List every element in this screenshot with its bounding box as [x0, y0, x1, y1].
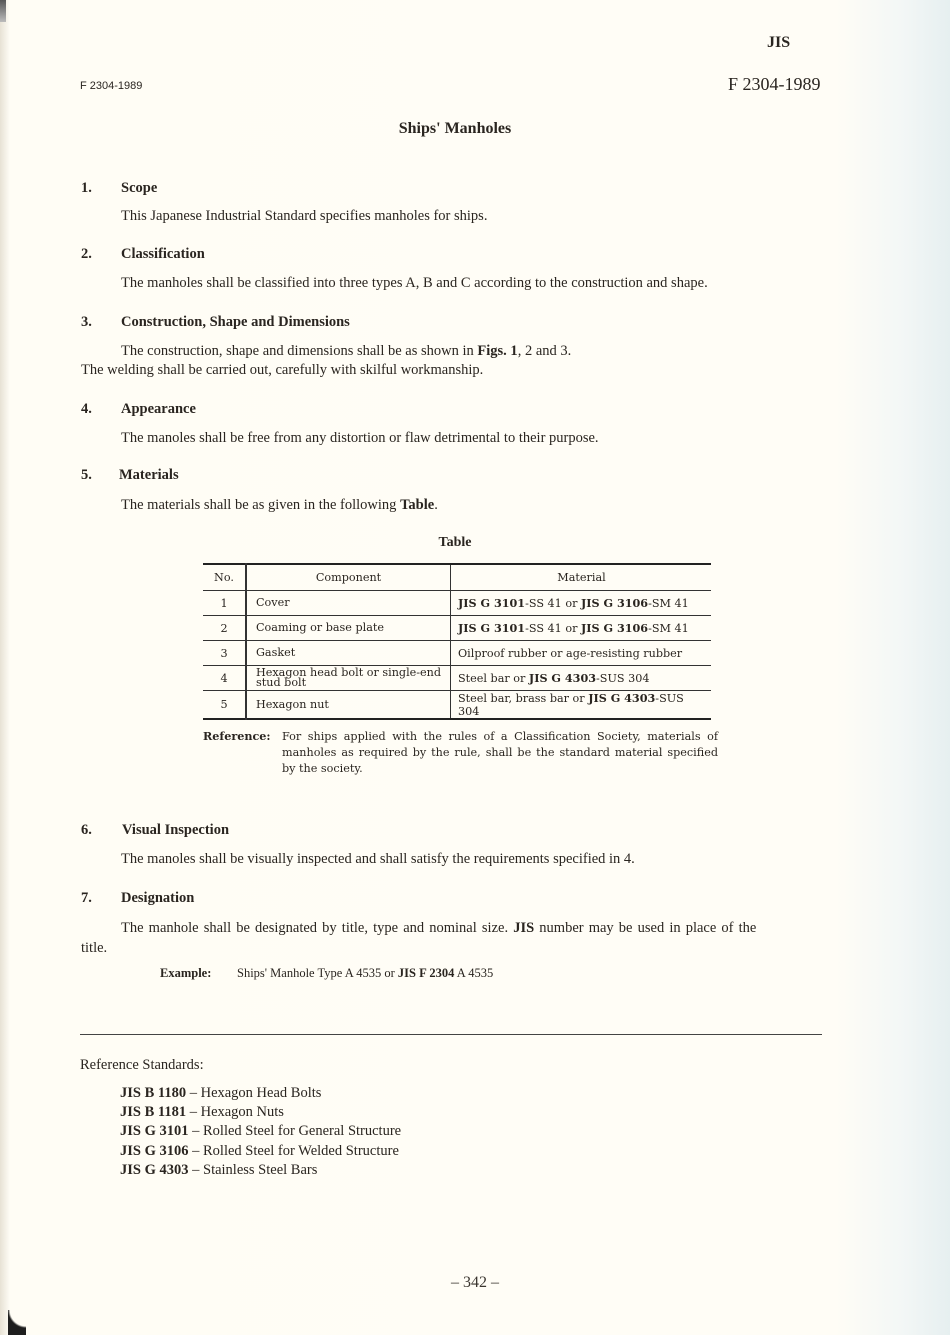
cell-component: Hexagon head bolt or single-end stud bolt	[246, 666, 451, 691]
column-header-no: No.	[203, 564, 246, 591]
section-5-number: 5.	[81, 467, 92, 483]
standard-name: Rolled Steel for Welded Structure	[203, 1142, 399, 1159]
cell-material	[451, 616, 712, 641]
section-7-number: 7.	[81, 890, 92, 906]
section-5-title: Materials	[119, 467, 179, 483]
table-header-row	[203, 564, 711, 591]
cell-no: 1	[203, 591, 246, 616]
section-3-text-line2: The welding shall be carried out, carefully with skilful workmanship.	[81, 362, 484, 378]
header-jis-label: JIS	[767, 34, 791, 51]
material-text-segment: JIS G 4303	[588, 691, 656, 705]
cell-material	[451, 641, 712, 666]
page-corner-bottom	[8, 1310, 26, 1335]
table-reference-label: Reference:	[203, 729, 271, 743]
section-4-text: The manoles shall be free from any distortion or flaw detrimental to their purpose.	[121, 430, 599, 446]
material-text-segment: Oilproof rubber or age-resisting rubber	[458, 646, 683, 660]
cell-component: Coaming or base plate	[246, 616, 451, 641]
material-text-segment: JIS G 3106	[581, 596, 649, 610]
header-standard-number-right: F 2304-1989	[728, 74, 821, 94]
document-title: Ships' Manholes	[398, 120, 512, 137]
list-item	[120, 1122, 401, 1141]
cell-no: 5	[203, 691, 246, 720]
section-6-text: The manoles shall be visually inspected and shall satisfy the requirements specified in 4.	[121, 851, 635, 867]
header-standard-number-left: F 2304-1989	[80, 80, 143, 92]
dash-separator: –	[188, 1161, 203, 1178]
section-2-text: The manholes shall be classified into three types A, B and C according to the construction and shape.	[121, 275, 708, 291]
dash-separator: –	[186, 1104, 201, 1121]
table-row	[203, 691, 711, 720]
material-text-segment: -SS 41 or	[525, 597, 581, 610]
standard-name: Hexagon Head Bolts	[200, 1085, 322, 1101]
section-3-text: The construction, shape and dimensions shall be as shown in Figs. 1, 2 and 3.	[121, 343, 572, 359]
section-7-text-line2: title.	[81, 940, 108, 956]
table-caption: Table	[438, 535, 472, 550]
material-text-segment: -SM 41	[648, 597, 689, 610]
page-corner-top	[0, 0, 6, 22]
section-6-number: 6.	[81, 822, 92, 838]
section-7-text: The manhole shall be designated by title, type and nominal size. JIS number may be used in place of the	[121, 920, 757, 936]
material-text-segment: -SUS 304	[596, 672, 650, 685]
section-3-number: 3.	[81, 314, 92, 330]
table-row	[203, 616, 711, 641]
material-text-segment: JIS G 3106	[581, 621, 649, 635]
dash-separator: –	[186, 1085, 201, 1101]
standard-code: JIS B 1180	[120, 1085, 187, 1101]
section-4-title: Appearance	[121, 401, 196, 417]
list-item	[120, 1142, 401, 1161]
section-1-title: Scope	[121, 180, 158, 196]
material-text-segment: -SM 41	[648, 622, 689, 635]
cell-material	[451, 666, 712, 691]
cell-no: 4	[203, 666, 246, 691]
materials-table	[203, 563, 711, 720]
table-row	[203, 641, 711, 666]
table-row	[203, 591, 711, 616]
section-3-title: Construction, Shape and Dimensions	[121, 314, 350, 330]
page-edge-shadow	[0, 0, 10, 1335]
cell-material	[451, 591, 712, 616]
list-item	[120, 1084, 401, 1103]
list-item	[120, 1103, 401, 1122]
material-text-segment: JIS G 3101	[458, 596, 526, 610]
cell-no: 2	[203, 616, 246, 641]
cell-component: Cover	[246, 591, 451, 616]
section-7-title: Designation	[121, 890, 195, 906]
standard-code: JIS G 3101	[120, 1123, 189, 1140]
page-number: – 342 –	[451, 1274, 499, 1291]
section-2-title: Classification	[121, 246, 205, 262]
dash-separator: –	[188, 1142, 203, 1159]
standard-name: Rolled Steel for General Structure	[203, 1123, 402, 1140]
section-1-number: 1.	[81, 180, 92, 196]
standard-code: JIS G 4303	[120, 1161, 189, 1178]
list-item	[120, 1161, 401, 1180]
table-row	[203, 666, 711, 691]
example-text: Ships' Manhole Type A 4535 or JIS F 2304 A 4535	[237, 966, 494, 980]
section-6-title: Visual Inspection	[122, 822, 230, 838]
footnote-divider	[80, 1034, 822, 1035]
material-text-segment: Steel bar, brass bar or	[458, 692, 589, 705]
column-header-material: Material	[451, 564, 712, 591]
section-2-number: 2.	[81, 246, 92, 262]
reference-standards-title: Reference Standards:	[80, 1057, 204, 1073]
material-text-segment: -SS 41 or	[525, 622, 581, 635]
example-label: Example:	[160, 966, 212, 980]
material-text-segment: -SUS 304	[458, 692, 684, 718]
cell-material	[451, 691, 712, 720]
material-text-segment: JIS G 4303	[528, 671, 597, 685]
section-4-number: 4.	[81, 401, 92, 417]
section-5-text: The materials shall be as given in the following Table.	[121, 497, 438, 513]
column-header-component: Component	[246, 564, 451, 591]
material-text-segment: Steel bar or	[458, 672, 529, 685]
standard-code: JIS G 3106	[120, 1142, 189, 1159]
standard-name: Stainless Steel Bars	[203, 1161, 318, 1178]
table-reference-text: For ships applied with the rules of a Classification Society, materials of manholes as required by the rule, shall be the standard material specified by the society.	[282, 730, 718, 775]
section-1-text: This Japanese Industrial Standard specifies manholes for ships.	[121, 208, 488, 224]
dash-separator: –	[188, 1123, 203, 1140]
cell-component: Hexagon nut	[246, 691, 451, 720]
cell-component: Gasket	[246, 641, 451, 666]
reference-standards-list	[120, 1084, 401, 1180]
material-text-segment: JIS G 3101	[458, 621, 526, 635]
standard-code: JIS B 1181	[120, 1104, 187, 1121]
cell-no: 3	[203, 641, 246, 666]
standard-name: Hexagon Nuts	[200, 1104, 284, 1121]
